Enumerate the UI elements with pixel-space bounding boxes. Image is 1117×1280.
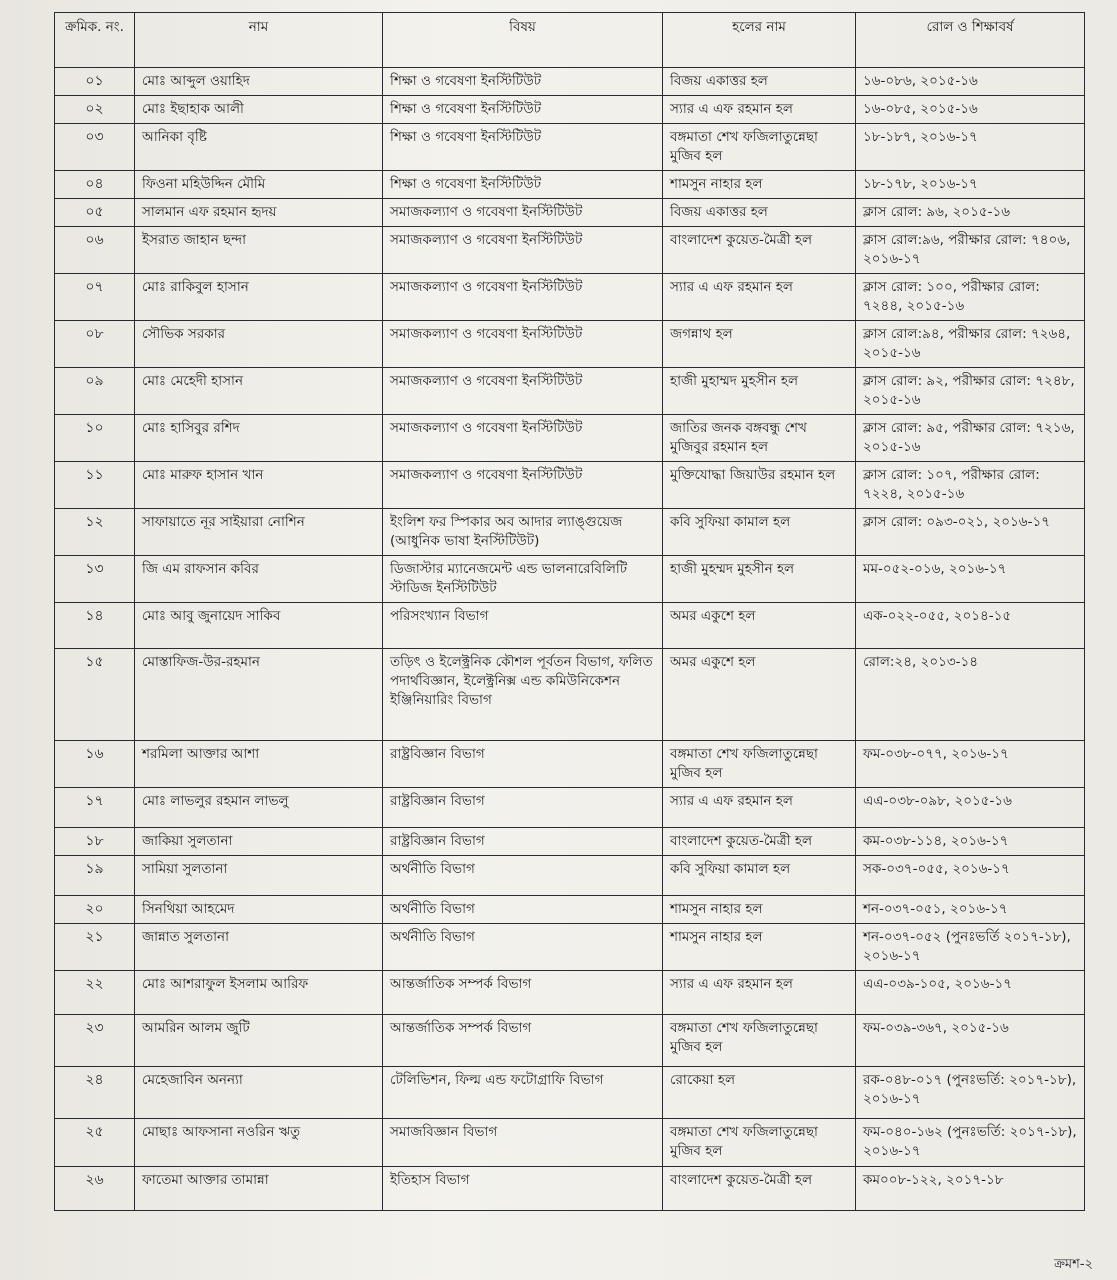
roll-cell: ফম-০৪০-১৬২ (পুনঃভর্তি: ২০১৭-১৮), ২০১৬-১৭ [856, 1119, 1085, 1167]
roll-cell: শন-০৩৭-০৫১, ২০১৬-১৭ [856, 896, 1085, 924]
hall-cell: স্যার এ এফ রহমান হল [663, 274, 856, 321]
table-row [55, 368, 1085, 415]
hall-cell: বিজয় একাত্তর হল [663, 68, 856, 96]
table-row [55, 96, 1085, 124]
serial-cell: ১৭ [55, 788, 135, 828]
serial-cell: ০৭ [55, 274, 135, 321]
hall-cell: শামসুন নাহার হল [663, 924, 856, 971]
roll-cell: মম-০৫২-০১৬, ২০১৬-১৭ [856, 556, 1085, 603]
roll-cell: ক্লাস রোল: ০৯৩-০২১, ২০১৬-১৭ [856, 509, 1085, 556]
hall-cell: বঙ্গমাতা শেখ ফজিলাতুন্নেছা মুজিব হল [663, 741, 856, 788]
serial-cell: ০৫ [55, 199, 135, 227]
name-cell: মোঃ রাকিবুল হাসান [135, 274, 383, 321]
name-cell: আনিকা বৃষ্টি [135, 124, 383, 171]
roll-cell: রক-০৪৮-০১৭ (পুনঃভর্তি: ২০১৭-১৮), ২০১৬-১৭ [856, 1067, 1085, 1119]
serial-cell: ২০ [55, 896, 135, 924]
serial-cell: ১৬ [55, 741, 135, 788]
header-row [55, 13, 1085, 68]
roll-cell: ফম-০৩৮-০৭৭, ২০১৬-১৭ [856, 741, 1085, 788]
name-cell: ফাতেমা আক্তার তামান্না [135, 1167, 383, 1211]
subject-cell: শিক্ষা ও গবেষণা ইনস্টিটিউট [383, 96, 663, 124]
subject-cell: সমাজবিজ্ঞান বিভাগ [383, 1119, 663, 1167]
hall-cell: বঙ্গমাতা শেখ ফজিলাতুন্নেছা মুজিব হল [663, 124, 856, 171]
roll-cell: ক্লাস রোল: ১০৭, পরীক্ষার রোল: ৭২২৪, ২০১৫-১৬ [856, 462, 1085, 509]
name-cell: জি এম রাফসান কবির [135, 556, 383, 603]
table-row [55, 171, 1085, 199]
serial-cell: ২২ [55, 971, 135, 1015]
roll-cell: ক্লাস রোল: ৯৫, পরীক্ষার রোল: ৭২১৬, ২০১৫-১৬ [856, 415, 1085, 462]
roll-cell: ক্লাস রোল:৯৬, পরীক্ষার রোল: ৭৪০৬, ২০১৬-১৭ [856, 227, 1085, 274]
subject-cell: সমাজকল্যাণ ও গবেষণা ইনস্টিটিউট [383, 227, 663, 274]
serial-cell: ০১ [55, 68, 135, 96]
name-cell: মোঃ লাভলুর রহমান লাভলু [135, 788, 383, 828]
name-cell: সালমান এফ রহমান হৃদয় [135, 199, 383, 227]
hall-cell: বাংলাদেশ কুয়েত-মৈত্রী হল [663, 227, 856, 274]
name-cell: মোঃ হাসিবুর রশিদ [135, 415, 383, 462]
table-row [55, 556, 1085, 603]
serial-cell: ০৩ [55, 124, 135, 171]
hall-cell: হাজী মুহম্মদ মুহসীন হল [663, 556, 856, 603]
student-table [54, 12, 1085, 1211]
table-header [55, 13, 1085, 68]
hall-cell: স্যার এ এফ রহমান হল [663, 971, 856, 1015]
roll-cell: এক-০২২-০৫৫, ২০১৪-১৫ [856, 603, 1085, 649]
table-row [55, 199, 1085, 227]
table-row [55, 896, 1085, 924]
name-cell: জাকিয়া সুলতানা [135, 828, 383, 856]
table-row [55, 415, 1085, 462]
subject-cell: রাষ্ট্রবিজ্ঞান বিভাগ [383, 788, 663, 828]
table-row [55, 1015, 1085, 1067]
table-row [55, 227, 1085, 274]
name-cell: শরমিলা আক্তার আশা [135, 741, 383, 788]
roll-cell: ক্লাস রোল: ৯৬, ২০১৫-১৬ [856, 199, 1085, 227]
name-cell: ইসরাত জাহান ছন্দা [135, 227, 383, 274]
hall-cell: বাংলাদেশ কুয়েত-মৈত্রী হল [663, 1167, 856, 1211]
serial-cell: ১৪ [55, 603, 135, 649]
serial-cell: ২১ [55, 924, 135, 971]
serial-cell: ২৪ [55, 1067, 135, 1119]
name-cell: মোস্তাফিজ-উর-রহমান [135, 649, 383, 741]
table-row [55, 1167, 1085, 1211]
name-cell: সৌভিক সরকার [135, 321, 383, 368]
serial-cell: ০৪ [55, 171, 135, 199]
table-row [55, 68, 1085, 96]
hall-cell: স্যার এ এফ রহমান হল [663, 788, 856, 828]
hall-cell: শামসুন নাহার হল [663, 171, 856, 199]
hall-cell: মুক্তিযোদ্ধা জিয়াউর রহমান হল [663, 462, 856, 509]
name-cell: সিনথিয়া আহমেদ [135, 896, 383, 924]
serial-cell: ১১ [55, 462, 135, 509]
header-name: নাম [135, 13, 383, 68]
subject-cell: ইতিহাস বিভাগ [383, 1167, 663, 1211]
roll-cell: ক্লাস রোল: ৯২, পরীক্ষার রোল: ৭২৪৮, ২০১৫-১৬ [856, 368, 1085, 415]
hall-cell: শামসুন নাহার হল [663, 896, 856, 924]
table-row [55, 788, 1085, 828]
table-row [55, 462, 1085, 509]
hall-cell: জগন্নাথ হল [663, 321, 856, 368]
hall-cell: বঙ্গমাতা শেখ ফজিলাতুন্নেছা মুজিব হল [663, 1119, 856, 1167]
roll-cell: শন-০৩৭-০৫২ (পুনঃভর্তি ২০১৭-১৮), ২০১৬-১৭ [856, 924, 1085, 971]
subject-cell: সমাজকল্যাণ ও গবেষণা ইনস্টিটিউট [383, 274, 663, 321]
name-cell: মোঃ আশরাফুল ইসলাম আরিফ [135, 971, 383, 1015]
hall-cell: অমর একুশে হল [663, 649, 856, 741]
hall-cell: বঙ্গমাতা শেখ ফজিলাতুন্নেছা মুজিব হল [663, 1015, 856, 1067]
roll-cell: রোল:২৪, ২০১৩-১৪ [856, 649, 1085, 741]
name-cell: মোঃ মেহেদী হাসান [135, 368, 383, 415]
hall-cell: বিজয় একাত্তর হল [663, 199, 856, 227]
serial-cell: ০২ [55, 96, 135, 124]
serial-cell: ১০ [55, 415, 135, 462]
serial-cell: ১৮ [55, 828, 135, 856]
subject-cell: সমাজকল্যাণ ও গবেষণা ইনস্টিটিউট [383, 368, 663, 415]
table-row [55, 1119, 1085, 1167]
roll-cell: ফম-০৩৯-৩৬৭, ২০১৫-১৬ [856, 1015, 1085, 1067]
hall-cell: জাতির জনক বঙ্গবন্ধু শেখ মুজিবুর রহমান হল [663, 415, 856, 462]
subject-cell: অর্থনীতি বিভাগ [383, 924, 663, 971]
subject-cell: শিক্ষা ও গবেষণা ইনস্টিটিউট [383, 68, 663, 96]
table-row [55, 741, 1085, 788]
name-cell: মোছাঃ আফসানা নওরিন ঋতু [135, 1119, 383, 1167]
serial-cell: ২৫ [55, 1119, 135, 1167]
subject-cell: সমাজকল্যাণ ও গবেষণা ইনস্টিটিউট [383, 321, 663, 368]
table-row [55, 971, 1085, 1015]
serial-cell: ০৬ [55, 227, 135, 274]
table-row [55, 274, 1085, 321]
serial-cell: ১৯ [55, 856, 135, 896]
roll-cell: ১৬-০৮৬, ২০১৫-১৬ [856, 68, 1085, 96]
subject-cell: রাষ্ট্রবিজ্ঞান বিভাগ [383, 828, 663, 856]
table-row [55, 509, 1085, 556]
roll-cell: এএ-০৩৯-১০৫, ২০১৬-১৭ [856, 971, 1085, 1015]
serial-cell: ১৩ [55, 556, 135, 603]
subject-cell: অর্থনীতি বিভাগ [383, 896, 663, 924]
header-serial: ক্রমিক. নং. [55, 13, 135, 68]
hall-cell: রোকেয়া হল [663, 1067, 856, 1119]
hall-cell: স্যার এ এফ রহমান হল [663, 96, 856, 124]
continued-note: ক্রমশ-২ [1054, 1257, 1093, 1272]
header-roll: রোল ও শিক্ষাবর্ষ [856, 13, 1085, 68]
name-cell: আমরিন আলম জুটি [135, 1015, 383, 1067]
subject-cell: শিক্ষা ও গবেষণা ইনস্টিটিউট [383, 171, 663, 199]
name-cell: ফিওনা মহিউদ্দিন মৌমি [135, 171, 383, 199]
name-cell: মোঃ আব্দুল ওয়াহিদ [135, 68, 383, 96]
hall-cell: বাংলাদেশ কুয়েত-মৈত্রী হল [663, 828, 856, 856]
header-hall: হলের নাম [663, 13, 856, 68]
subject-cell: সমাজকল্যাণ ও গবেষণা ইনস্টিটিউট [383, 415, 663, 462]
serial-cell: ১২ [55, 509, 135, 556]
serial-cell: ২৩ [55, 1015, 135, 1067]
table-row [55, 603, 1085, 649]
table-row [55, 1067, 1085, 1119]
hall-cell: অমর একুশে হল [663, 603, 856, 649]
subject-cell: সমাজকল্যাণ ও গবেষণা ইনস্টিটিউট [383, 199, 663, 227]
subject-cell: রাষ্ট্রবিজ্ঞান বিভাগ [383, 741, 663, 788]
table-row [55, 124, 1085, 171]
name-cell: মোঃ ইছাহাক আলী [135, 96, 383, 124]
serial-cell: ২৬ [55, 1167, 135, 1211]
subject-cell: ইংলিশ ফর স্পিকার অব আদার ল্যাঙ্গুয়েজ (আধুনিক ভাষা ইনস্টিটিউট) [383, 509, 663, 556]
name-cell: মেহেজাবিন অনন্যা [135, 1067, 383, 1119]
name-cell: মোঃ মারুফ হাসান খান [135, 462, 383, 509]
serial-cell: ০৮ [55, 321, 135, 368]
roll-cell: ১৬-০৮৫, ২০১৫-১৬ [856, 96, 1085, 124]
subject-cell: টেলিভিশন, ফিল্ম এন্ড ফটোগ্রাফি বিভাগ [383, 1067, 663, 1119]
name-cell: সাফায়াতে নূর সাইয়ারা নোশিন [135, 509, 383, 556]
roll-cell: কম-০৩৮-১১৪, ২০১৬-১৭ [856, 828, 1085, 856]
table-row [55, 856, 1085, 896]
subject-cell: আন্তর্জাতিক সম্পর্ক বিভাগ [383, 1015, 663, 1067]
subject-cell: ডিজাস্টার ম্যানেজমেন্ট এন্ড ভালনারেবিলিটি স্টাডিজ ইনস্টিটিউট [383, 556, 663, 603]
table-body [55, 68, 1085, 1211]
hall-cell: হাজী মুহাম্মদ মুহসীন হল [663, 368, 856, 415]
subject-cell: আন্তর্জাতিক সম্পর্ক বিভাগ [383, 971, 663, 1015]
roll-cell: ১৮-১৮৭, ২০১৬-১৭ [856, 124, 1085, 171]
serial-cell: ১৫ [55, 649, 135, 741]
header-subject: বিষয় [383, 13, 663, 68]
roll-cell: কম০০৮-১২২, ২০১৭-১৮ [856, 1167, 1085, 1211]
subject-cell: পরিসংখ্যান বিভাগ [383, 603, 663, 649]
table-row [55, 649, 1085, 741]
name-cell: জান্নাত সুলতানা [135, 924, 383, 971]
subject-cell: তড়িৎ ও ইলেক্ট্রনিক কৌশল পূর্বতন বিভাগ, ফলিত পদার্থবিজ্ঞান, ইলেক্ট্রনিক্স এন্ড কমিউনিকেশন ইঞ্জিনিয়ারিং বিভাগ [383, 649, 663, 741]
subject-cell: অর্থনীতি বিভাগ [383, 856, 663, 896]
roll-cell: ক্লাস রোল:৯৪, পরীক্ষার রোল: ৭২৬৪, ২০১৫-১৬ [856, 321, 1085, 368]
table-row [55, 321, 1085, 368]
table-row [55, 924, 1085, 971]
roll-cell: ১৮-১৭৮, ২০১৬-১৭ [856, 171, 1085, 199]
name-cell: সামিয়া সুলতানা [135, 856, 383, 896]
hall-cell: কবি সুফিয়া কামাল হল [663, 856, 856, 896]
serial-cell: ০৯ [55, 368, 135, 415]
roll-cell: এএ-০৩৮-০৯৮, ২০১৫-১৬ [856, 788, 1085, 828]
roll-cell: সক-০৩৭-০৫৫, ২০১৬-১৭ [856, 856, 1085, 896]
hall-cell: কবি সুফিয়া কামাল হল [663, 509, 856, 556]
subject-cell: শিক্ষা ও গবেষণা ইনস্টিটিউট [383, 124, 663, 171]
roll-cell: ক্লাস রোল: ১০০, পরীক্ষার রোল: ৭২৪৪, ২০১৫-১৬ [856, 274, 1085, 321]
table-row [55, 828, 1085, 856]
name-cell: মোঃ আবু জুনায়েদ সাকিব [135, 603, 383, 649]
subject-cell: সমাজকল্যাণ ও গবেষণা ইনস্টিটিউট [383, 462, 663, 509]
